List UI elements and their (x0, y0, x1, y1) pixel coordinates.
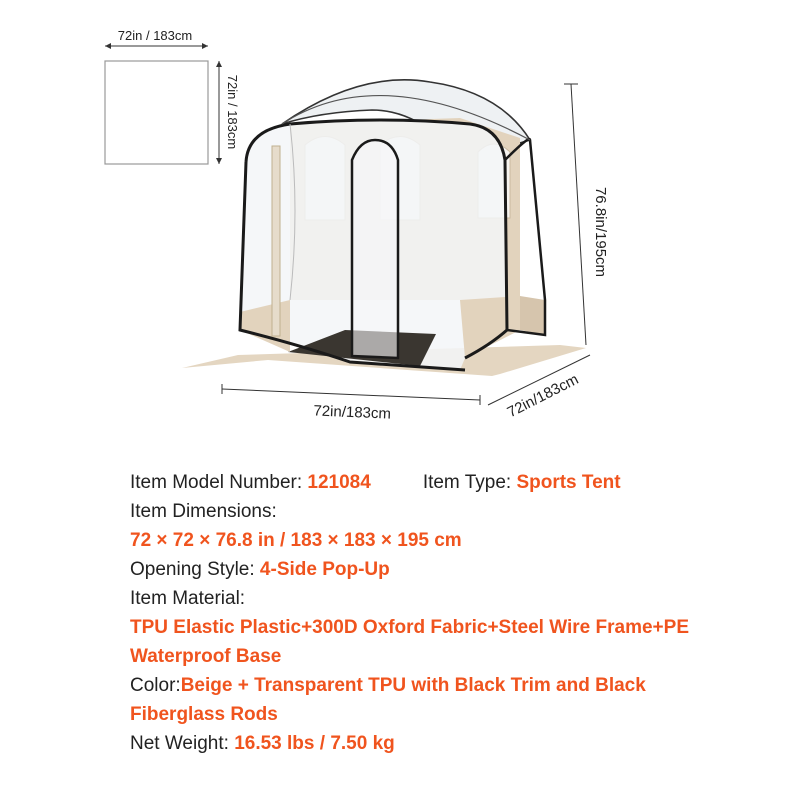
footprint-square (105, 61, 208, 164)
spec-material-label-row (130, 584, 770, 613)
color-label: Color: (130, 675, 181, 696)
tent-drawing (182, 80, 586, 376)
spec-model-type-row (130, 468, 770, 497)
base-front-dimension-group (222, 384, 480, 423)
item-type-label: Item Type: (422, 472, 517, 493)
material-value-line-2: Waterproof Base (130, 646, 282, 667)
spec-dimensions-value-row (130, 526, 770, 555)
model-number-label: Item Model Number: (130, 472, 308, 493)
net-weight-label: Net Weight: (130, 733, 235, 754)
dimensions-value: 72 × 72 × 76.8 in / 183 × 183 × 195 cm (130, 530, 462, 551)
net-weight-value: 16.53 lbs / 7.50 kg (234, 733, 395, 754)
pole (272, 146, 280, 336)
height-dimension-group (564, 84, 609, 345)
opening-style-value: 4-Side Pop-Up (259, 559, 390, 580)
color-value-line-1: Beige + Transparent TPU with Black Trim and Black (180, 675, 646, 696)
dimensions-label: Item Dimensions: (130, 501, 277, 522)
spec-dimensions-label-row (130, 497, 770, 526)
color-value-line-2: Fiberglass Rods (130, 704, 278, 725)
spec-color-row-1 (130, 671, 770, 700)
spec-material-value-row-1 (130, 613, 770, 642)
material-value-line-1: TPU Elastic Plastic+300D Oxford Fabric+Steel Wire Frame+PE (130, 617, 689, 638)
height-dimension: 76.8in/195cm (592, 186, 609, 278)
door-opening (352, 140, 398, 358)
model-number-value: 121084 (307, 472, 371, 493)
base-front-dimension: 72in/183cm (313, 402, 392, 423)
spec-list (130, 468, 770, 758)
footprint-diagram (105, 28, 240, 164)
spec-weight-row (130, 729, 770, 758)
skirt-side (520, 296, 545, 335)
spec-color-row-2 (130, 700, 770, 729)
item-type-value: Sports Tent (516, 472, 621, 493)
base-front-dim-line (222, 389, 480, 400)
footprint-side-dimension: 72in / 183cm (225, 74, 240, 150)
spec-material-value-row-2 (130, 642, 770, 671)
spec-opening-row (130, 555, 770, 584)
footprint-top-dimension: 72in / 183cm (117, 28, 193, 43)
opening-style-label: Opening Style: (130, 559, 260, 580)
height-dim-line (571, 84, 586, 345)
base-side-dimension: 72in/183cm (504, 370, 582, 422)
material-label: Item Material: (130, 588, 246, 609)
